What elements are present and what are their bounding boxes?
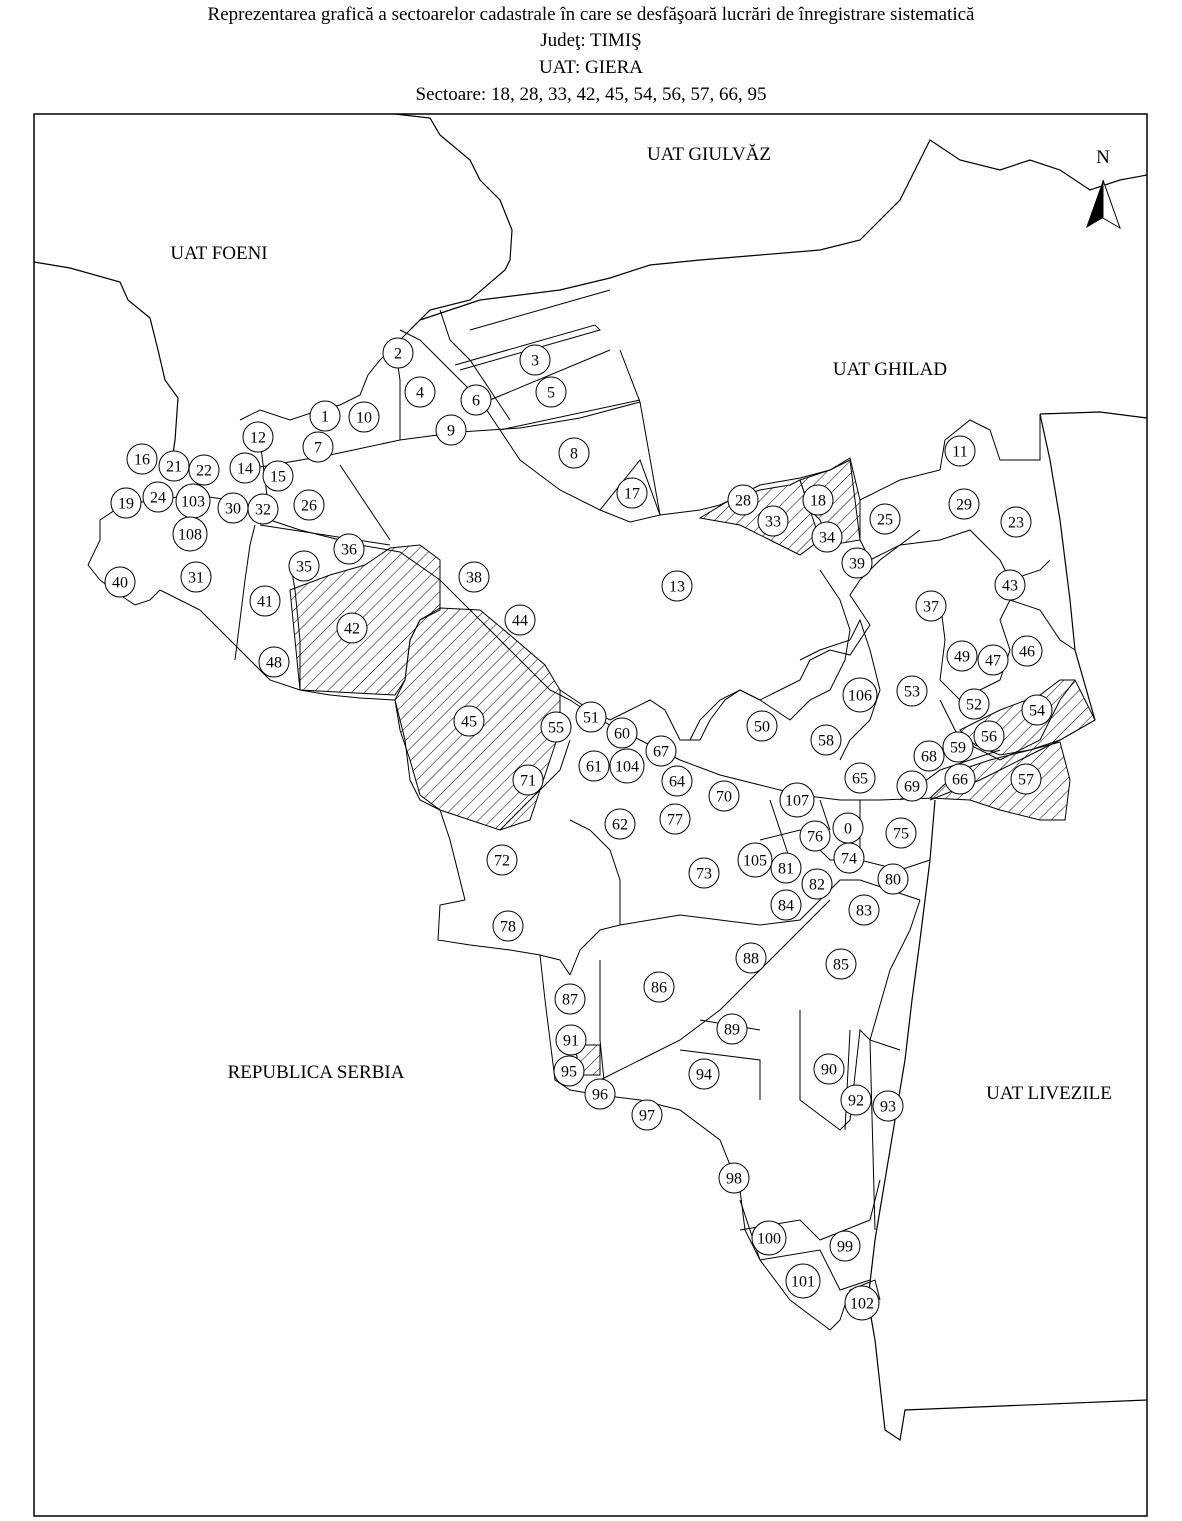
- sector-label-97: 97: [639, 1107, 655, 1125]
- sector-label-95: 95: [561, 1063, 577, 1081]
- sector-label-17: 17: [624, 485, 640, 503]
- sector-label-72: 72: [494, 852, 510, 870]
- sector-label-66: 66: [952, 771, 968, 789]
- sector-label-69: 69: [904, 778, 920, 796]
- sector-label-26: 26: [301, 497, 317, 515]
- sector-label-12: 12: [250, 429, 266, 447]
- sector-label-80: 80: [885, 871, 901, 889]
- sector-label-42: 42: [344, 620, 360, 638]
- sector-label-41: 41: [257, 593, 273, 611]
- sector-label-31: 31: [188, 569, 204, 587]
- sector-label-13: 13: [669, 578, 685, 596]
- sector-label-11: 11: [952, 443, 968, 461]
- sector-label-76: 76: [807, 828, 823, 846]
- sector-label-81: 81: [778, 860, 794, 878]
- sector-label-21: 21: [166, 458, 182, 476]
- sector-label-71: 71: [520, 772, 536, 790]
- sector-label-83: 83: [856, 902, 872, 920]
- sector-label-34: 34: [819, 529, 835, 547]
- map-frame: [34, 114, 1147, 1516]
- sector-label-99: 99: [837, 1238, 853, 1256]
- sector-label-38: 38: [466, 569, 482, 587]
- sector-label-55: 55: [548, 719, 564, 737]
- sector-label-74: 74: [841, 850, 857, 868]
- sector-label-46: 46: [1019, 643, 1035, 661]
- sector-label-98: 98: [726, 1170, 742, 1188]
- sector-label-30: 30: [225, 500, 241, 518]
- sector-label-29: 29: [956, 496, 972, 514]
- sector-markers: [105, 338, 1052, 1320]
- region-ghilad: UAT GHILAD: [832, 359, 948, 380]
- sector-label-10: 10: [356, 409, 372, 427]
- sector-label-51: 51: [583, 709, 599, 727]
- sector-label-24: 24: [150, 489, 166, 507]
- sector-label-16: 16: [134, 451, 150, 469]
- sector-label-56: 56: [981, 728, 997, 746]
- sector-label-7: 7: [314, 439, 322, 457]
- sector-label-103: 103: [181, 493, 205, 511]
- sector-label-94: 94: [696, 1066, 712, 1084]
- sector-label-36: 36: [341, 541, 357, 559]
- sector-label-77: 77: [667, 811, 683, 829]
- sector-label-88: 88: [743, 950, 759, 968]
- region-foeni: UAT FOENI: [170, 243, 268, 264]
- sector-label-108: 108: [178, 526, 202, 544]
- sector-label-100: 100: [757, 1230, 781, 1248]
- sector-label-78: 78: [500, 918, 516, 936]
- sector-label-101: 101: [791, 1273, 815, 1291]
- sector-label-28: 28: [735, 492, 751, 510]
- sectors-list: Sectoare: 18, 28, 33, 42, 45, 54, 56, 57, 66, 95: [415, 84, 767, 105]
- sector-label-65: 65: [852, 770, 868, 788]
- sector-label-64: 64: [669, 773, 685, 791]
- north-label: N: [1096, 147, 1110, 168]
- sector-label-25: 25: [877, 511, 893, 529]
- sector-label-57: 57: [1018, 771, 1034, 789]
- sector-label-75: 75: [893, 825, 909, 843]
- sector-label-22: 22: [196, 462, 212, 480]
- sector-label-15: 15: [270, 468, 286, 486]
- sector-label-105: 105: [743, 852, 767, 870]
- sector-label-102: 102: [850, 1295, 874, 1313]
- sector-label-8: 8: [570, 445, 578, 463]
- sector-label-19: 19: [118, 495, 134, 513]
- sector-label-14: 14: [237, 460, 253, 478]
- sector-label-60: 60: [614, 725, 630, 743]
- region-livezile: UAT LIVEZILE: [986, 1083, 1112, 1104]
- sector-label-93: 93: [880, 1098, 896, 1116]
- sector-label-54: 54: [1029, 702, 1045, 720]
- sector-label-47: 47: [985, 652, 1001, 670]
- sector-label-84: 84: [778, 897, 794, 915]
- sector-label-92: 92: [848, 1092, 864, 1110]
- sector-label-9: 9: [447, 422, 455, 440]
- sector-label-40: 40: [112, 574, 128, 592]
- map-title: Reprezentarea grafică a sectoarelor cadastrale în care se desfăşoară lucrări de înregistrare sistematică: [207, 4, 975, 25]
- sector-label-86: 86: [651, 979, 667, 997]
- sector-label-18: 18: [810, 492, 826, 510]
- sector-label-70: 70: [716, 788, 732, 806]
- region-giulvaz: UAT GIULVĂZ: [646, 144, 772, 165]
- sector-label-32: 32: [255, 501, 271, 519]
- sector-boundaries: [88, 290, 1095, 1330]
- sector-label-5: 5: [547, 384, 555, 402]
- sector-label-49: 49: [954, 648, 970, 666]
- sector-label-96: 96: [592, 1086, 608, 1104]
- sector-label-59: 59: [950, 739, 966, 757]
- sector-label-2: 2: [394, 345, 402, 363]
- sector-label-58: 58: [818, 732, 834, 750]
- sector-label-61: 61: [586, 758, 602, 776]
- uat-label: UAT: GIERA: [538, 57, 644, 78]
- sector-label-45: 45: [461, 713, 477, 731]
- sector-label-62: 62: [612, 816, 628, 834]
- sector-label-37: 37: [923, 598, 939, 616]
- sector-label-1: 1: [321, 408, 329, 426]
- sector-label-43: 43: [1002, 577, 1018, 595]
- sector-label-104: 104: [615, 758, 639, 776]
- sector-label-107: 107: [785, 792, 809, 810]
- sector-label-48: 48: [266, 654, 282, 672]
- sector-label-91: 91: [563, 1032, 579, 1050]
- sector-label-35: 35: [296, 558, 312, 576]
- sector-label-53: 53: [904, 683, 920, 701]
- sector-label-85: 85: [833, 956, 849, 974]
- sector-label-68: 68: [921, 748, 937, 766]
- sector-label-73: 73: [696, 865, 712, 883]
- sector-label-90: 90: [821, 1061, 837, 1079]
- sector-label-44: 44: [512, 612, 528, 630]
- sector-label-4: 4: [416, 384, 424, 402]
- sector-label-6: 6: [472, 392, 480, 410]
- sector-label-0: 0: [844, 820, 852, 838]
- sector-label-39: 39: [849, 555, 865, 573]
- north-arrow-icon: [1086, 180, 1120, 228]
- region-serbia: REPUBLICA SERBIA: [227, 1062, 405, 1083]
- sector-label-23: 23: [1008, 514, 1024, 532]
- sector-label-82: 82: [809, 876, 825, 894]
- sector-label-87: 87: [562, 991, 578, 1009]
- sector-label-52: 52: [966, 696, 982, 714]
- sector-label-67: 67: [653, 743, 669, 761]
- sector-label-3: 3: [531, 352, 539, 370]
- county-label: Judeţ: TIMIŞ: [540, 30, 642, 51]
- hatched-sectors: [290, 458, 1095, 1075]
- sector-label-33: 33: [765, 513, 781, 531]
- sector-label-50: 50: [754, 718, 770, 736]
- sector-label-106: 106: [848, 687, 872, 705]
- sector-label-89: 89: [724, 1021, 740, 1039]
